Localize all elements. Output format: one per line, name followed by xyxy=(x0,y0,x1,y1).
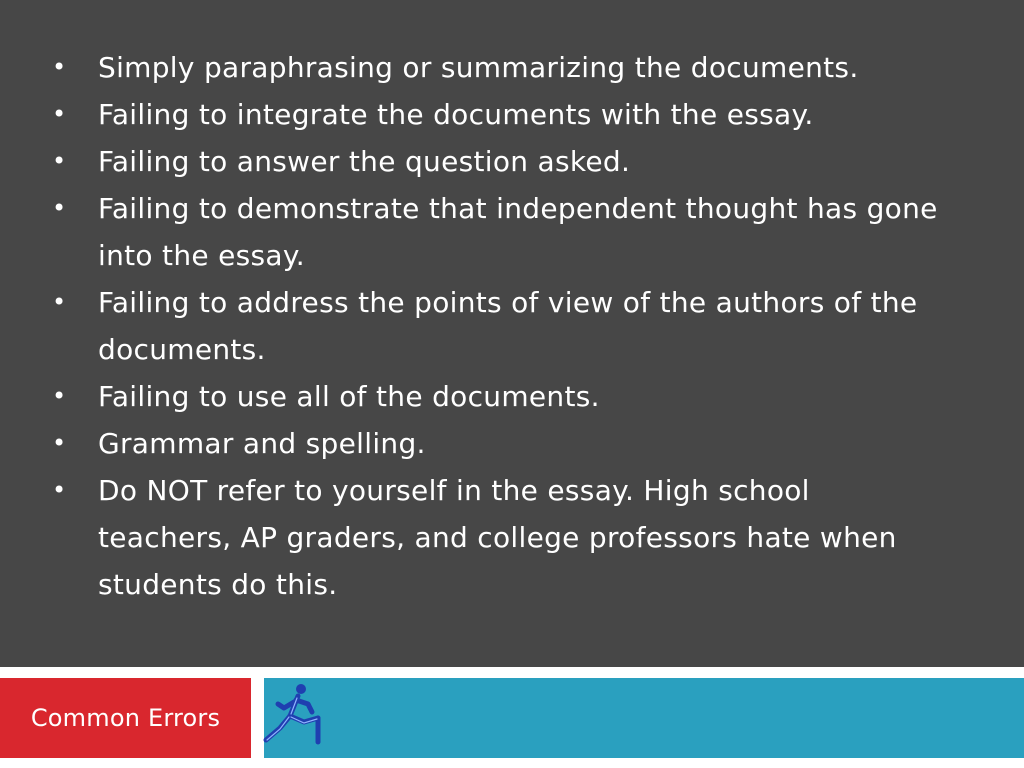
bullet-icon: • xyxy=(52,382,67,410)
bullet-icon: • xyxy=(52,194,67,222)
slide-title-box xyxy=(0,678,251,758)
bullet-text: Failing to demonstrate that independent thought has gone into the essay. xyxy=(98,192,938,272)
bullet-text: Do NOT refer to yourself in the essay. High school teachers, AP graders, and college professors hate when students do this. xyxy=(98,474,897,601)
bullet-text: Grammar and spelling. xyxy=(98,427,426,460)
bullet-item xyxy=(50,420,950,467)
bullet-icon: • xyxy=(52,476,67,504)
bullet-list xyxy=(50,44,950,608)
bullet-text: Simply paraphrasing or summarizing the documents. xyxy=(98,51,859,84)
bullet-icon: • xyxy=(52,100,67,128)
accent-bar xyxy=(264,678,1024,758)
bullet-text: Failing to integrate the documents with the essay. xyxy=(98,98,814,131)
bullet-text: Failing to use all of the documents. xyxy=(98,380,600,413)
bullet-text: Failing to address the points of view of the authors of the documents. xyxy=(98,286,918,366)
bullet-item xyxy=(50,44,950,91)
bullet-item xyxy=(50,138,950,185)
runner-icon xyxy=(262,682,326,746)
bullet-icon: • xyxy=(52,147,67,175)
bullet-icon: • xyxy=(52,288,67,316)
bullet-icon: • xyxy=(52,53,67,81)
bullet-icon: • xyxy=(52,429,67,457)
bullet-item xyxy=(50,467,950,608)
bullet-item xyxy=(50,185,950,279)
slide-title: Common Errors xyxy=(30,704,221,732)
bullet-item xyxy=(50,373,950,420)
bullet-item xyxy=(50,279,950,373)
bullet-item xyxy=(50,91,950,138)
bullet-text: Failing to answer the question asked. xyxy=(98,145,631,178)
